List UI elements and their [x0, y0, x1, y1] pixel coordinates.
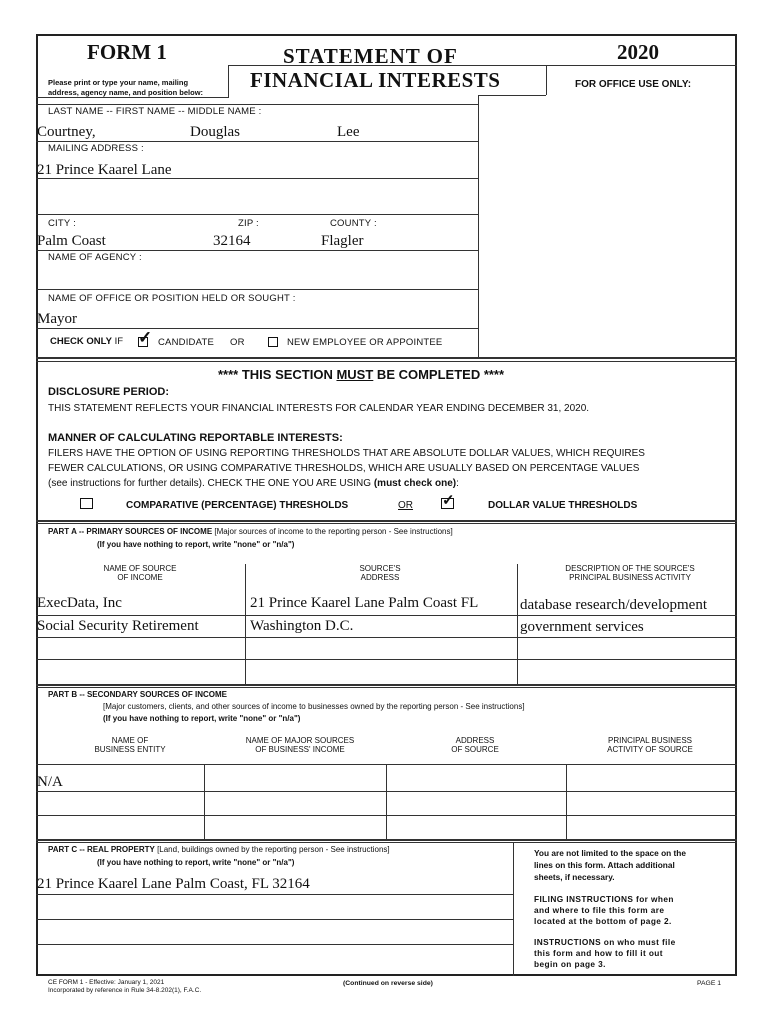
dollar-threshold-label: DOLLAR VALUE THRESHOLDS: [488, 500, 638, 511]
city-value[interactable]: Palm Coast: [37, 233, 106, 249]
disclosure-title: DISCLOSURE PERIOD:: [48, 386, 170, 398]
part-b-col-divider-1: [204, 764, 205, 839]
form-year: 2020: [617, 40, 659, 64]
part-a-col-activity-header: [530, 564, 730, 582]
section-divider-2b: [36, 523, 737, 524]
part-c-row-line-3: [36, 944, 513, 945]
side-note-instructions-line-3: begin on page 3.: [534, 959, 606, 969]
must-complete-heading: [218, 367, 504, 382]
office-row-bottom: [36, 328, 478, 329]
part-b-col-entity-header: [60, 736, 200, 754]
part-c-row-line-1: [36, 894, 513, 895]
section-divider-3b: [36, 687, 737, 688]
agency-label: NAME OF AGENCY :: [48, 252, 142, 263]
part-c-row-1[interactable]: 21 Prince Kaarel Lane Palm Coast, FL 32164: [37, 876, 310, 892]
side-note-attach-line-3: sheets, if necessary.: [534, 872, 615, 882]
part-a-row-line-1: [36, 615, 737, 616]
first-name-value[interactable]: Douglas: [190, 124, 240, 140]
manner-line-3-colon: :: [456, 478, 459, 489]
mailing-address-value[interactable]: 21 Prince Kaarel Lane: [37, 162, 172, 178]
zip-label: ZIP :: [238, 218, 259, 229]
county-value[interactable]: Flagler: [321, 233, 364, 249]
part-b-note: [Major customers, clients, and other sources of income to businesses owned by the reporting person - See instructions]: [103, 702, 525, 711]
part-a-row-2-address[interactable]: Washington D.C.: [250, 618, 354, 634]
footer-page: PAGE 1: [697, 980, 722, 987]
header-divider-left: [36, 97, 228, 98]
side-note-attach: [534, 847, 686, 883]
manner-line-3-emphasis: (must check one): [373, 478, 457, 489]
part-b-col-address-line-2: OF SOURCE: [451, 745, 499, 754]
form-label: FORM 1: [87, 40, 167, 64]
part-b-col-activity-line-1: PRINCIPAL BUSINESS: [607, 736, 693, 745]
comparative-threshold-checkbox[interactable]: [80, 498, 93, 509]
part-a-row-1-address[interactable]: 21 Prince Kaarel Lane Palm Coast FL: [250, 595, 479, 611]
part-a-col-address-header: [290, 564, 470, 582]
part-c-row-line-2: [36, 919, 513, 920]
part-b-col-divider-2: [386, 764, 387, 839]
side-note-filing-line-1: FILING INSTRUCTIONS for when: [534, 894, 674, 904]
candidate-or-label: OR: [230, 337, 245, 348]
part-a-col-name-header: [50, 564, 230, 582]
part-a-title-note: [Major sources of income to the reporting person - See instructions]: [214, 527, 453, 536]
part-a-row-1-activity[interactable]: database research/development: [520, 597, 707, 613]
threshold-or-label: OR: [398, 500, 413, 511]
part-a-col-divider-2: [517, 564, 518, 684]
side-note-attach-line-1: You are not limited to the space on the: [534, 848, 686, 858]
part-c-title-text: PART C -- REAL PROPERTY: [48, 845, 155, 854]
part-a-col-address-line-1: SOURCE'S: [359, 564, 401, 573]
mailing-line-2: [36, 214, 478, 215]
dollar-threshold-check-mark: ✓: [442, 493, 455, 509]
manner-line-1: FILERS HAVE THE OPTION OF USING REPORTING THRESHOLDS THAT ARE ABSOLUTE DOLLAR VALUES, WHICH REQUIRES: [48, 448, 645, 459]
footer-rule: Incorporated by reference in Rule 34-8.202(1), F.A.C.: [48, 987, 202, 994]
office-use-column-edge: [478, 95, 479, 357]
footer-form-id: CE FORM 1 - Effective: January 1, 2021: [48, 979, 165, 986]
side-note-instructions-line-2: this form and how to fill it out: [534, 948, 663, 958]
part-b-col-activity-header: [580, 736, 720, 754]
middle-name-value[interactable]: Lee: [337, 124, 360, 140]
part-a-row-2-activity[interactable]: government services: [520, 619, 644, 635]
part-a-col-activity-line-1: DESCRIPTION OF THE SOURCE'S: [565, 564, 695, 573]
new-employee-checkbox[interactable]: [268, 337, 278, 347]
part-b-subtitle: (If you have nothing to report, write "none" or "n/a"): [103, 714, 301, 723]
header-right-divider: [546, 65, 737, 66]
part-b-col-entity-line-1: NAME OF: [111, 736, 149, 745]
part-a-row-2-name[interactable]: Social Security Retirement: [37, 618, 199, 634]
header-title-top: [228, 65, 546, 66]
part-c-title-note: [Land, buildings owned by the reporting person - See instructions]: [157, 845, 390, 854]
part-c-right-edge: [513, 842, 514, 976]
section-divider-1b: [36, 361, 737, 362]
part-b-title: PART B -- SECONDARY SOURCES OF INCOME: [48, 690, 227, 699]
part-b-col-sources-header: [220, 736, 380, 754]
must-complete-suffix: BE COMPLETED ****: [373, 367, 505, 382]
mailing-line-1: [36, 178, 478, 179]
footer-continued: (Continued on reverse side): [343, 980, 433, 987]
city-row-bottom: [36, 250, 478, 251]
part-c-title: [48, 845, 390, 854]
check-only-if: IF: [114, 336, 124, 347]
part-b-row-line-1: [36, 791, 737, 792]
side-note-filing: [534, 894, 674, 927]
check-only-row: [50, 336, 123, 347]
section-divider-3: [36, 684, 737, 686]
part-a-col-divider-1: [245, 564, 246, 684]
name-row-bottom: [36, 141, 478, 142]
part-b-col-sources-line-1: NAME OF MAJOR SOURCES: [245, 736, 355, 745]
part-b-col-activity-line-2: ACTIVITY OF SOURCE: [607, 745, 693, 754]
manner-title: MANNER OF CALCULATING REPORTABLE INTERESTS:: [48, 432, 343, 444]
manner-line-2: FEWER CALCULATIONS, OR USING COMPARATIVE THRESHOLDS, WHICH ARE USUALLY BASED ON PERCENTAGE VALUES: [48, 463, 640, 474]
part-b-col-sources-line-2: OF BUSINESS' INCOME: [255, 745, 345, 754]
part-c-subtitle: (If you have nothing to report, write "none" or "n/a"): [97, 858, 295, 867]
header-title-right-edge: [546, 65, 547, 95]
mailing-address-label: MAILING ADDRESS :: [48, 143, 144, 154]
manner-line-3: [48, 478, 459, 489]
part-a-row-line-3: [36, 659, 737, 660]
part-b-row-1-entity[interactable]: N/A: [37, 774, 63, 790]
part-b-row-line-0: [36, 764, 737, 765]
new-employee-label: NEW EMPLOYEE OR APPOINTEE: [287, 337, 443, 348]
part-a-title: [48, 527, 453, 536]
must-complete-emphasis: MUST: [336, 367, 374, 382]
part-a-col-name-line-2: OF INCOME: [117, 573, 163, 582]
part-b-row-line-2: [36, 815, 737, 816]
name-row-top: [36, 104, 478, 105]
comparative-threshold-label: COMPARATIVE (PERCENTAGE) THRESHOLDS: [126, 500, 349, 511]
must-complete-prefix: **** THIS SECTION: [218, 367, 337, 382]
part-a-row-1-name[interactable]: ExecData, Inc: [37, 595, 122, 611]
agency-row-bottom: [36, 289, 478, 290]
part-a-title-text: PART A -- PRIMARY SOURCES OF INCOME: [48, 527, 213, 536]
part-b-col-address-header: [415, 736, 535, 754]
part-b-col-address-line-1: ADDRESS: [455, 736, 495, 745]
zip-value[interactable]: 32164: [213, 233, 251, 249]
office-use-label: FOR OFFICE USE ONLY:: [575, 79, 692, 90]
part-a-subtitle: (If you have nothing to report, write "none" or "n/a"): [97, 540, 295, 549]
side-note-instructions-line-1: INSTRUCTIONS on who must file: [534, 937, 676, 947]
name-label: LAST NAME -- FIRST NAME -- MIDDLE NAME :: [48, 106, 262, 117]
office-value[interactable]: Mayor: [37, 311, 77, 327]
part-a-col-activity-line-2: PRINCIPAL BUSINESS ACTIVITY: [569, 573, 691, 582]
side-note-filing-line-3: located at the bottom of page 2.: [534, 916, 672, 926]
manner-line-3-text: (see instructions for further details). CHECK THE ONE YOU ARE USING: [48, 478, 374, 489]
instruction-line-1: Please print or type your name, mailing: [48, 78, 189, 87]
check-only-label: CHECK ONLY: [50, 336, 112, 347]
section-divider-4: [36, 839, 737, 841]
office-label: NAME OF OFFICE OR POSITION HELD OR SOUGHT :: [48, 293, 296, 304]
side-note-filing-line-2: and where to file this form are: [534, 905, 665, 915]
city-label: CITY :: [48, 218, 76, 229]
side-note-attach-line-2: lines on this form. Attach additional: [534, 860, 675, 870]
instruction-line-2: address, agency name, and position below:: [48, 88, 204, 97]
part-b-col-divider-3: [566, 764, 567, 839]
header-title-left-edge: [228, 65, 229, 98]
side-note-instructions: [534, 937, 676, 970]
title-line-2: FINANCIAL INTERESTS: [250, 68, 501, 92]
last-name-value[interactable]: Courtney,: [37, 124, 96, 140]
section-divider-1: [36, 357, 737, 359]
candidate-label: CANDIDATE: [158, 337, 214, 348]
county-label: COUNTY :: [330, 218, 377, 229]
part-a-col-address-line-2: ADDRESS: [360, 573, 400, 582]
header-right-bottom: [478, 95, 546, 96]
disclosure-text: THIS STATEMENT REFLECTS YOUR FINANCIAL INTERESTS FOR CALENDAR YEAR ENDING DECEMBER 31, 2020.: [48, 403, 590, 414]
section-divider-2: [36, 520, 737, 522]
section-divider-4b: [36, 842, 737, 843]
candidate-check-mark: ✓: [138, 328, 153, 347]
part-a-col-name-line-1: NAME OF SOURCE: [103, 564, 177, 573]
part-a-row-line-2: [36, 637, 737, 638]
title-line-1: STATEMENT OF: [283, 44, 458, 68]
part-b-col-entity-line-2: BUSINESS ENTITY: [94, 745, 166, 754]
